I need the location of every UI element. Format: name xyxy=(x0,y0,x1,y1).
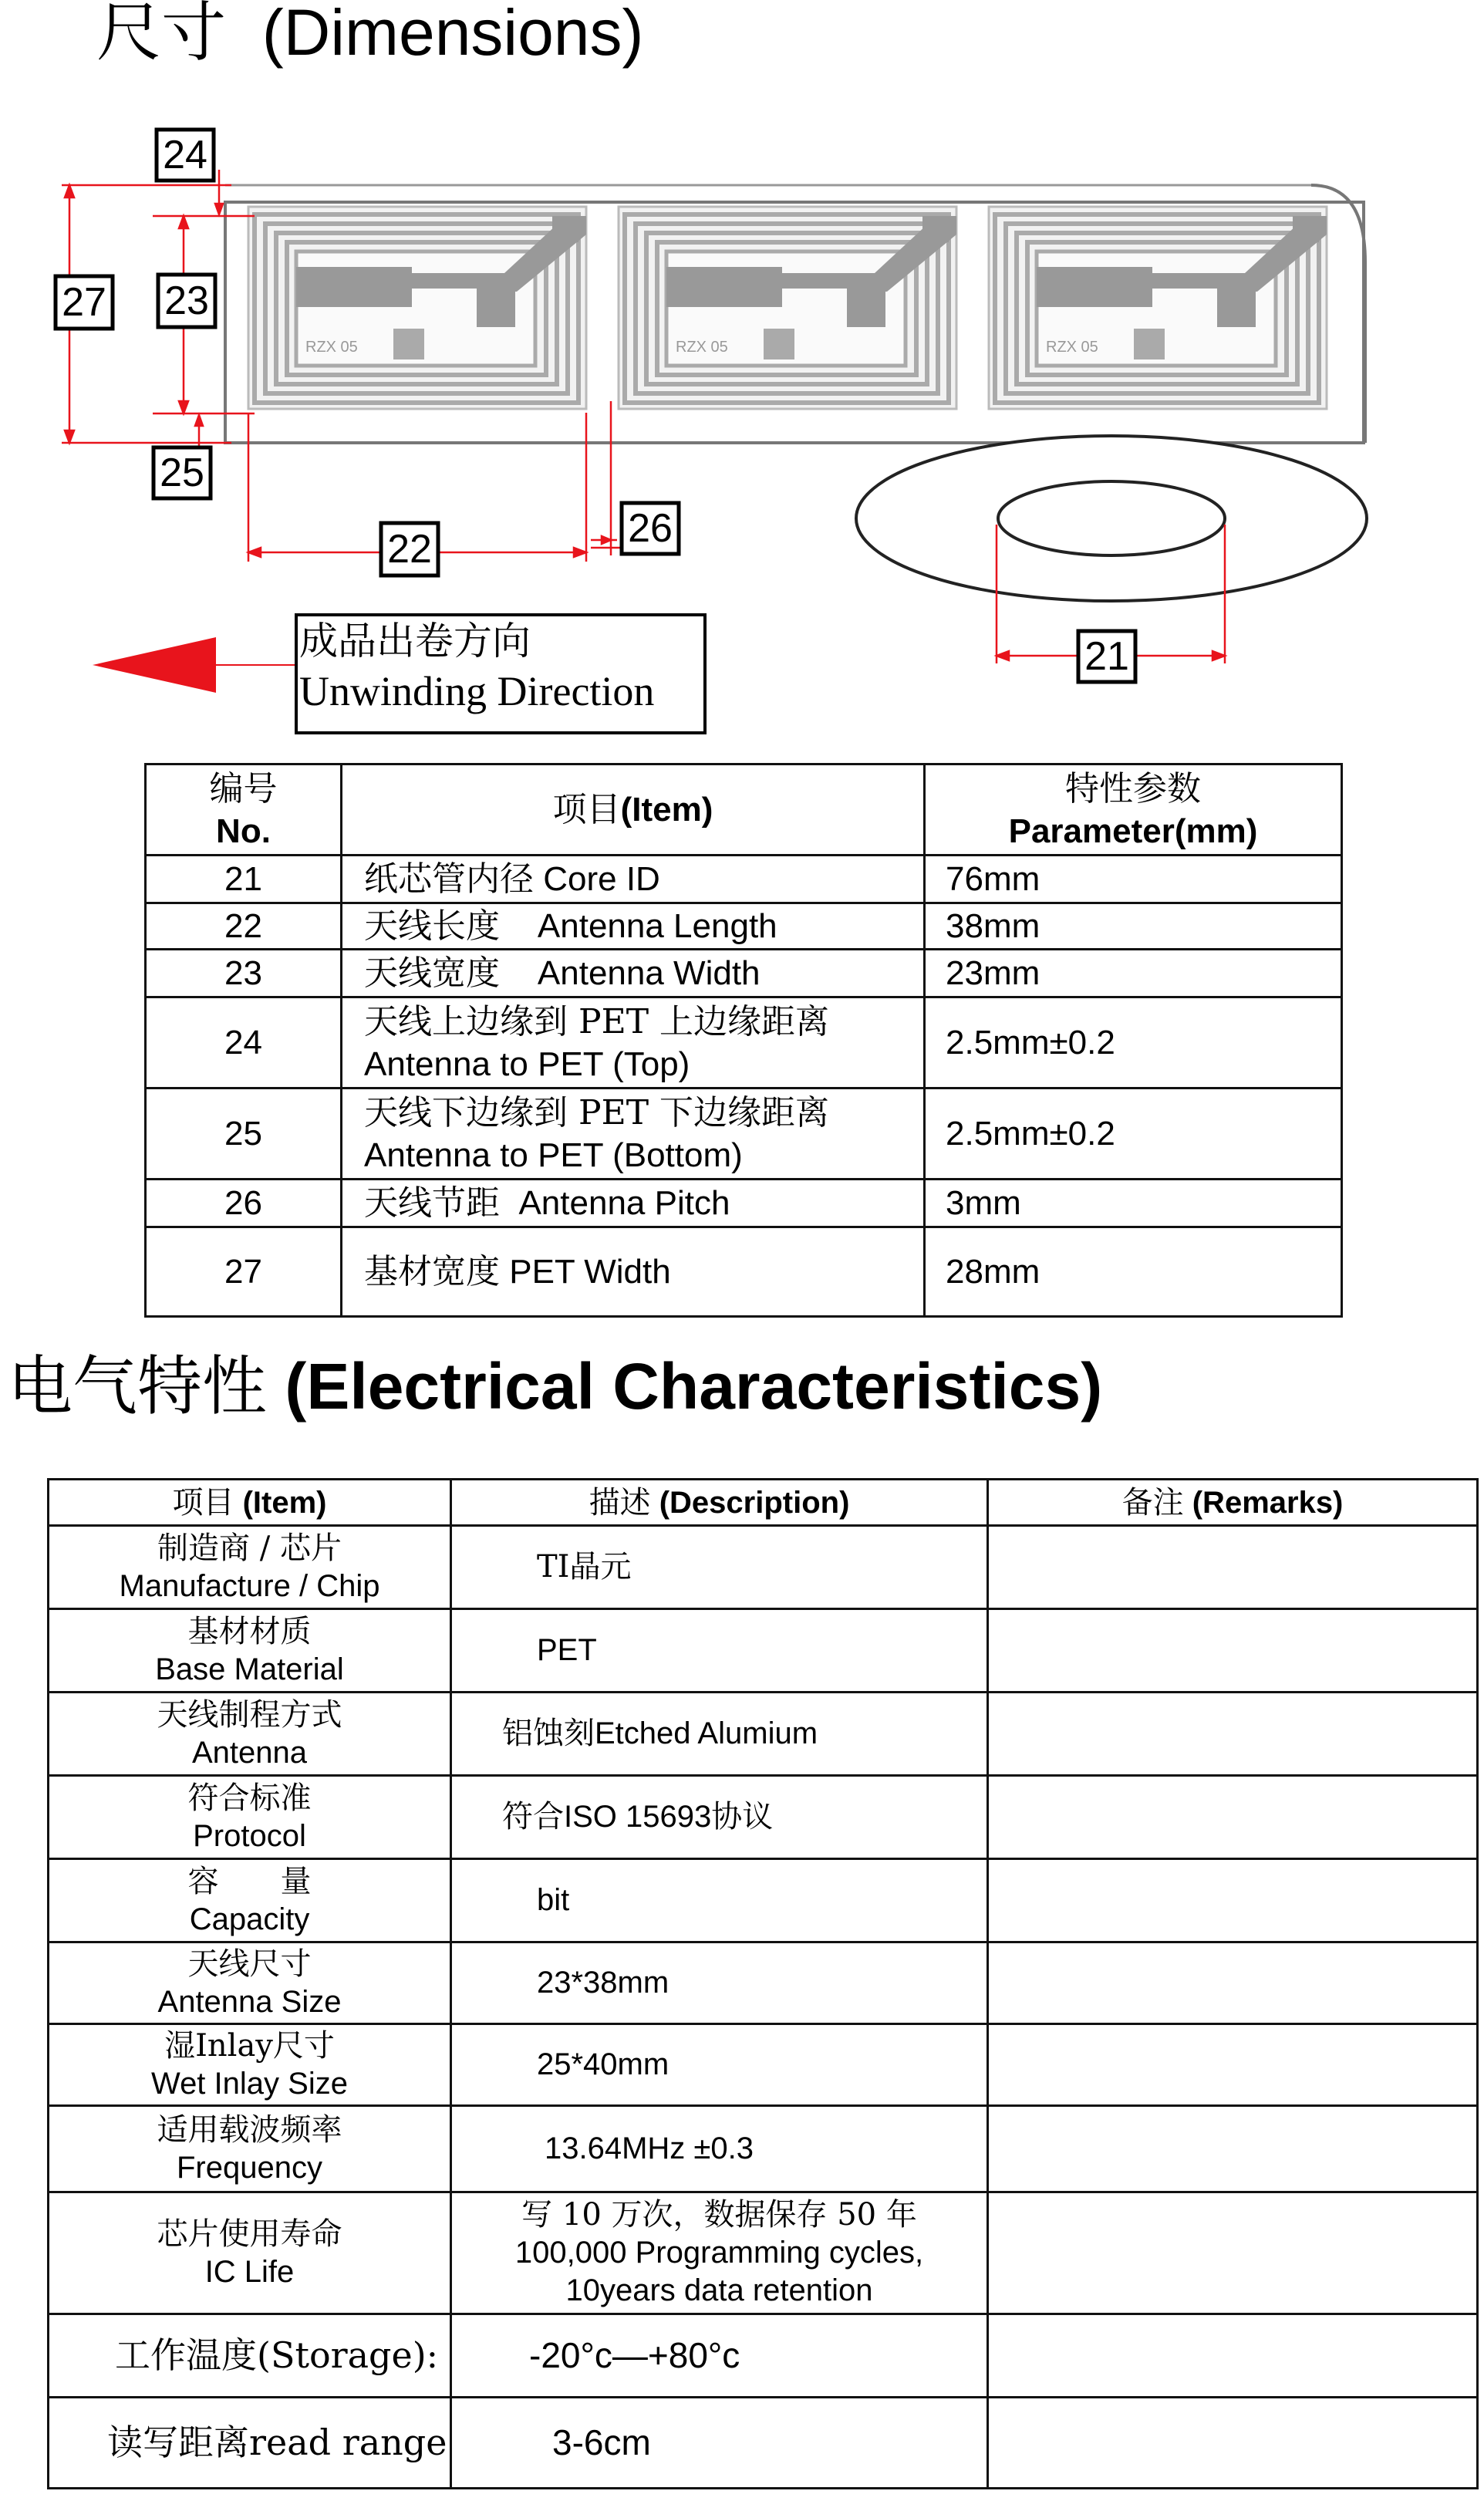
dimensions-title-en: (Dimensions) xyxy=(261,0,644,69)
electrical-title-en: (Electrical Characteristics) xyxy=(285,1350,1103,1423)
roll-core-ellipse xyxy=(998,481,1225,555)
table-row: 26 天线节距 Antenna Pitch 3mm xyxy=(146,1180,1342,1227)
elec-header-remarks: 备注 (Remarks) xyxy=(988,1480,1478,1526)
table-row: 读写距离read range 3-6cm xyxy=(49,2398,1478,2489)
inlay-1 xyxy=(248,207,586,409)
table-row: 芯片使用寿命 IC Life 写 10 万次，数据保存 50 年 100,000 Programming cycles, 10years data retention xyxy=(49,2192,1478,2314)
table-row: 容 量 Capacity bit xyxy=(49,1859,1478,1942)
table-row: 25 天线下边缘到 PET 下边缘距离 Antenna to PET (Bottom) 2.5mm±0.2 xyxy=(146,1088,1342,1180)
table-row: 符合标准 Protocol 符合ISO 15693协议 xyxy=(49,1776,1478,1859)
label-26: 26 xyxy=(628,506,673,551)
dim-header-param: 特性参数 Parameter(mm) xyxy=(925,764,1342,856)
dim-table-header-row xyxy=(146,764,1342,856)
electrical-title xyxy=(8,1348,1103,1424)
dim-header-no: 编号 No. xyxy=(146,764,342,856)
elec-header-desc: 描述 (Description) xyxy=(451,1480,988,1526)
table-row: 21 纸芯管内径 Core ID 76mm xyxy=(146,856,1342,903)
elec-table-header-row xyxy=(49,1480,1478,1526)
label-22: 22 xyxy=(387,527,432,572)
elec-header-item: 项目 (Item) xyxy=(49,1480,451,1526)
table-row: 制造商 / 芯片 Manufacture / Chip TI晶元 xyxy=(49,1526,1478,1609)
direction-en: Unwinding Direction xyxy=(299,668,655,714)
inlay-2 xyxy=(619,207,956,409)
direction-cn: 成品出卷方向 xyxy=(299,619,531,663)
table-row: 23 天线宽度 Antenna Width 23mm xyxy=(146,950,1342,997)
table-row: 湿Inlay尺寸 Wet Inlay Size 25*40mm xyxy=(49,2024,1478,2106)
label-24: 24 xyxy=(163,133,207,177)
unwinding-arrow-icon xyxy=(93,637,216,693)
electrical-table xyxy=(47,1478,1479,2489)
label-25: 25 xyxy=(160,451,204,495)
electrical-title-cn: 电气特性 xyxy=(8,1348,268,1424)
table-row: 天线尺寸 Antenna Size 23*38mm xyxy=(49,1942,1478,2024)
label-27: 27 xyxy=(62,280,106,325)
table-row: 工作温度(Storage): -20°c—+80°c xyxy=(49,2314,1478,2398)
dimensions-title-cn: 尺寸 xyxy=(96,0,227,70)
dimensions-diagram: RZX 05 24 27 23 25 22 26 21 成品出卷方向 Unwinding Direction xyxy=(0,0,1484,741)
dimensions-table xyxy=(144,763,1343,1318)
dim-header-item: 项目(Item) xyxy=(342,764,925,856)
table-row: 27 基材宽度 PET Width 28mm xyxy=(146,1227,1342,1317)
table-row: 24 天线上边缘到 PET 上边缘距离 Antenna to PET (Top) 2.5mm±0.2 xyxy=(146,997,1342,1088)
label-23: 23 xyxy=(164,278,209,323)
inlay-3 xyxy=(989,207,1327,409)
table-row: 天线制程方式 Antenna 铝蚀刻Etched Alumium xyxy=(49,1693,1478,1776)
table-row: 基材材质 Base Material PET xyxy=(49,1609,1478,1693)
label-21: 21 xyxy=(1084,634,1129,679)
table-row: 22 天线长度 Antenna Length 38mm xyxy=(146,903,1342,950)
table-row: 适用载波频率 Frequency 13.64MHz ±0.3 xyxy=(49,2106,1478,2192)
